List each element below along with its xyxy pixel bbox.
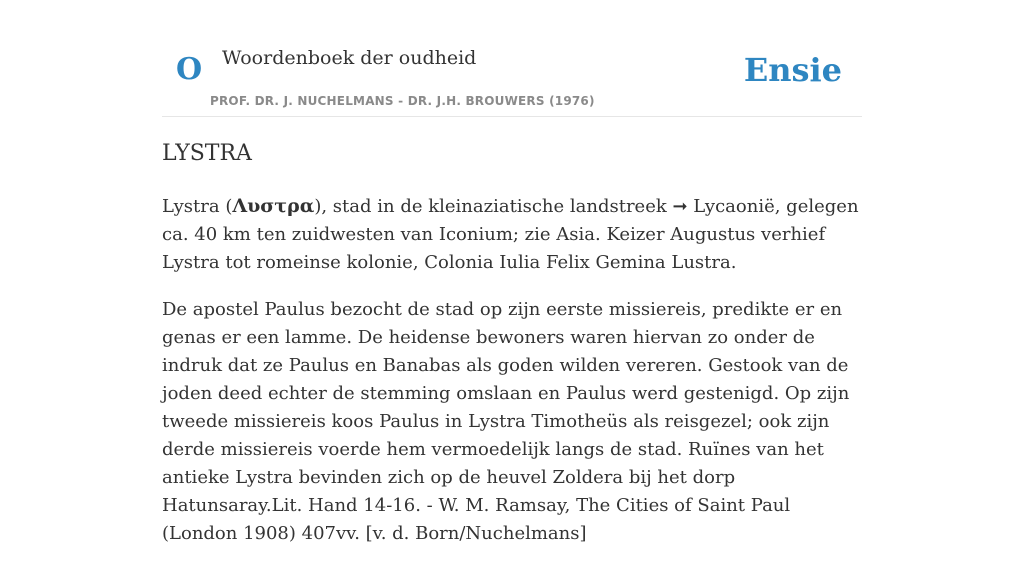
entry-content	[162, 136, 862, 567]
paragraph-text: Lystra (	[162, 196, 233, 217]
book-title[interactable]: Woordenboek der oudheid	[222, 47, 477, 69]
entry-paragraph-2: De apostel Paulus bezocht de stad op zijn eerste missiereis, predikte er en genas er een lamme. De heidense bewoners waren hiervan zo onder de indruk dat ze Paulus en Banabas als goden wilden vereren. Gestook van de joden deed echter de stemming omslaan en Paulus werd gestenigd. Op zijn tweede missiereis koos Paulus in Lystra Timotheüs als reisgezel; ook zijn derde missiereis voerde hem vermoedelijk langs de stad. Ruïnes van het antieke Lystra bevinden zich op de heuvel Zoldera bij het dorp Hatunsaray.Lit. Hand 14-16. - W. M. Ramsay, The Cities of Saint Paul (London 1908) 407vv. [v. d. Born/Nuchelmans]	[162, 299, 850, 544]
paragraph-text: ), stad in de kleinaziatische landstreek ➞ Lycaonië, gelegen ca. 40 km ten zuidwesten van Iconium; zie Asia. Keizer Augustus verhief Lystra tot romeinse kolonie, Colonia Iulia Felix Gemina Lustra.	[162, 196, 859, 273]
ensie-logo[interactable]: Ensie	[743, 51, 842, 89]
greek-name: Λυστρα	[232, 195, 315, 217]
book-authors: PROF. DR. J. NUCHELMANS - DR. J.H. BROUWERS (1976)	[210, 94, 595, 108]
header	[162, 0, 862, 117]
entry-title: LYSTRA	[162, 141, 252, 166]
entry-paragraph-1	[162, 192, 862, 277]
index-letter[interactable]: O	[176, 52, 203, 87]
